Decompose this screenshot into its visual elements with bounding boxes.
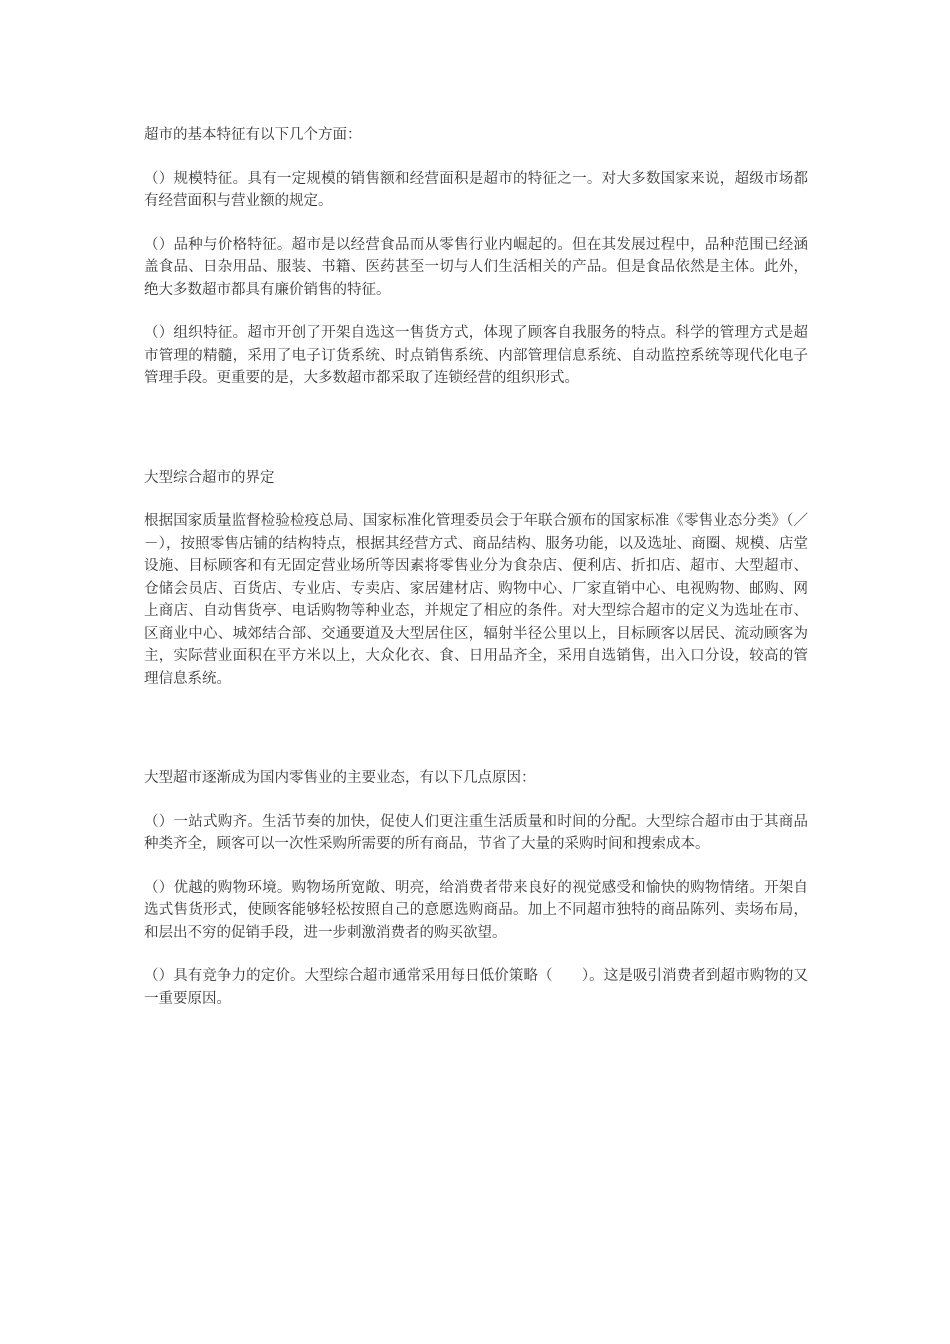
section-spacer [144, 411, 808, 467]
paragraph-organization-feature: （）组织特征。超市开创了开架自选这一售货方式，体现了顾客自我服务的特点。科学的管理方式是超市管理的精髓，采用了电子订货系统、时点销售系统、内部管理信息系统、自动监控系统等现代化电子管理手段。更重要的是，大多数超市都采取了连锁经营的组织形式。 [144, 325, 808, 386]
section-hypermarket-reasons [144, 767, 808, 1010]
paragraph-scale-feature: （）规模特征。具有一定规模的销售额和经营面积是超市的特征之一。对大多数国家来说，超级市场都有经营面积与营业额的规定。 [144, 170, 808, 209]
document-page [144, 124, 808, 1031]
section-hypermarket-definition [144, 467, 808, 691]
paragraph-definition: 根据国家质量监督检验检疫总局、国家标准化管理委员会于年联合颁布的国家标准《零售业态分类》（／－），按照零售店铺的结构特点，根据其经营方式、商品结构、服务功能，以及选址、商圈、规模、店堂设施、目标顾客和有无固定营业场所等因素将零售业分为食杂店、便利店、折扣店、超市、大型超市、仓储会员店、百货店、专业店、专卖店、家居建材店、购物中心、厂家直销中心、电视购物、邮购、网上商店、自动售货亭、电话购物等种业态，并规定了相应的条件。对大型综合超市的定义为选址在市、区商业中心、城郊结合部、交通要道及大型居住区，辐射半径公里以上，目标顾客以居民、流动顾客为主，实际营业面积在平方米以上，大众化衣、食、日用品齐全，采用自选销售，出入口分设，较高的管理信息系统。 [144, 513, 808, 687]
paragraph-competitive-pricing: （）具有竞争力的定价。大型综合超市通常采用每日低价策略（ ）。这是吸引消费者到超市购物的又一重要原因。 [144, 968, 808, 1007]
section-supermarket-features [144, 124, 808, 390]
paragraph-variety-price-feature: （）品种与价格特征。超市是以经营食品而从零售行业内崛起的。但在其发展过程中，品种范围已经涵盖食品、日杂用品、服装、书籍、医药甚至一切与人们生活相关的产品。但是食品依然是主体。此外，绝大多数超市都具有廉价销售的特征。 [144, 236, 808, 298]
paragraph-one-stop-shopping: （）一站式购齐。生活节奏的加快，促使人们更注重生活质量和时间的分配。大型综合超市由于其商品种类齐全，顾客可以一次性采购所需要的所有商品，节省了大量的采购时间和搜索成本。 [144, 813, 808, 852]
section-heading: 大型超市逐渐成为国内零售业的主要业态，有以下几点原因： [144, 770, 536, 786]
section-spacer [144, 711, 808, 767]
section-heading: 大型综合超市的界定 [144, 469, 275, 486]
section-heading: 超市的基本特征有以下几个方面： [144, 127, 362, 143]
paragraph-shopping-environment: （）优越的购物环境。购物场所宽敞、明亮，给消费者带来良好的视觉感受和愉快的购物情绪。开架自选式售货形式，使顾客能够轻松按照自己的意愿选购商品。加上不同超市独特的商品陈列、卖场布局，和层出不穷的促销手段，进一步刺激消费者的购买欲望。 [144, 879, 808, 941]
